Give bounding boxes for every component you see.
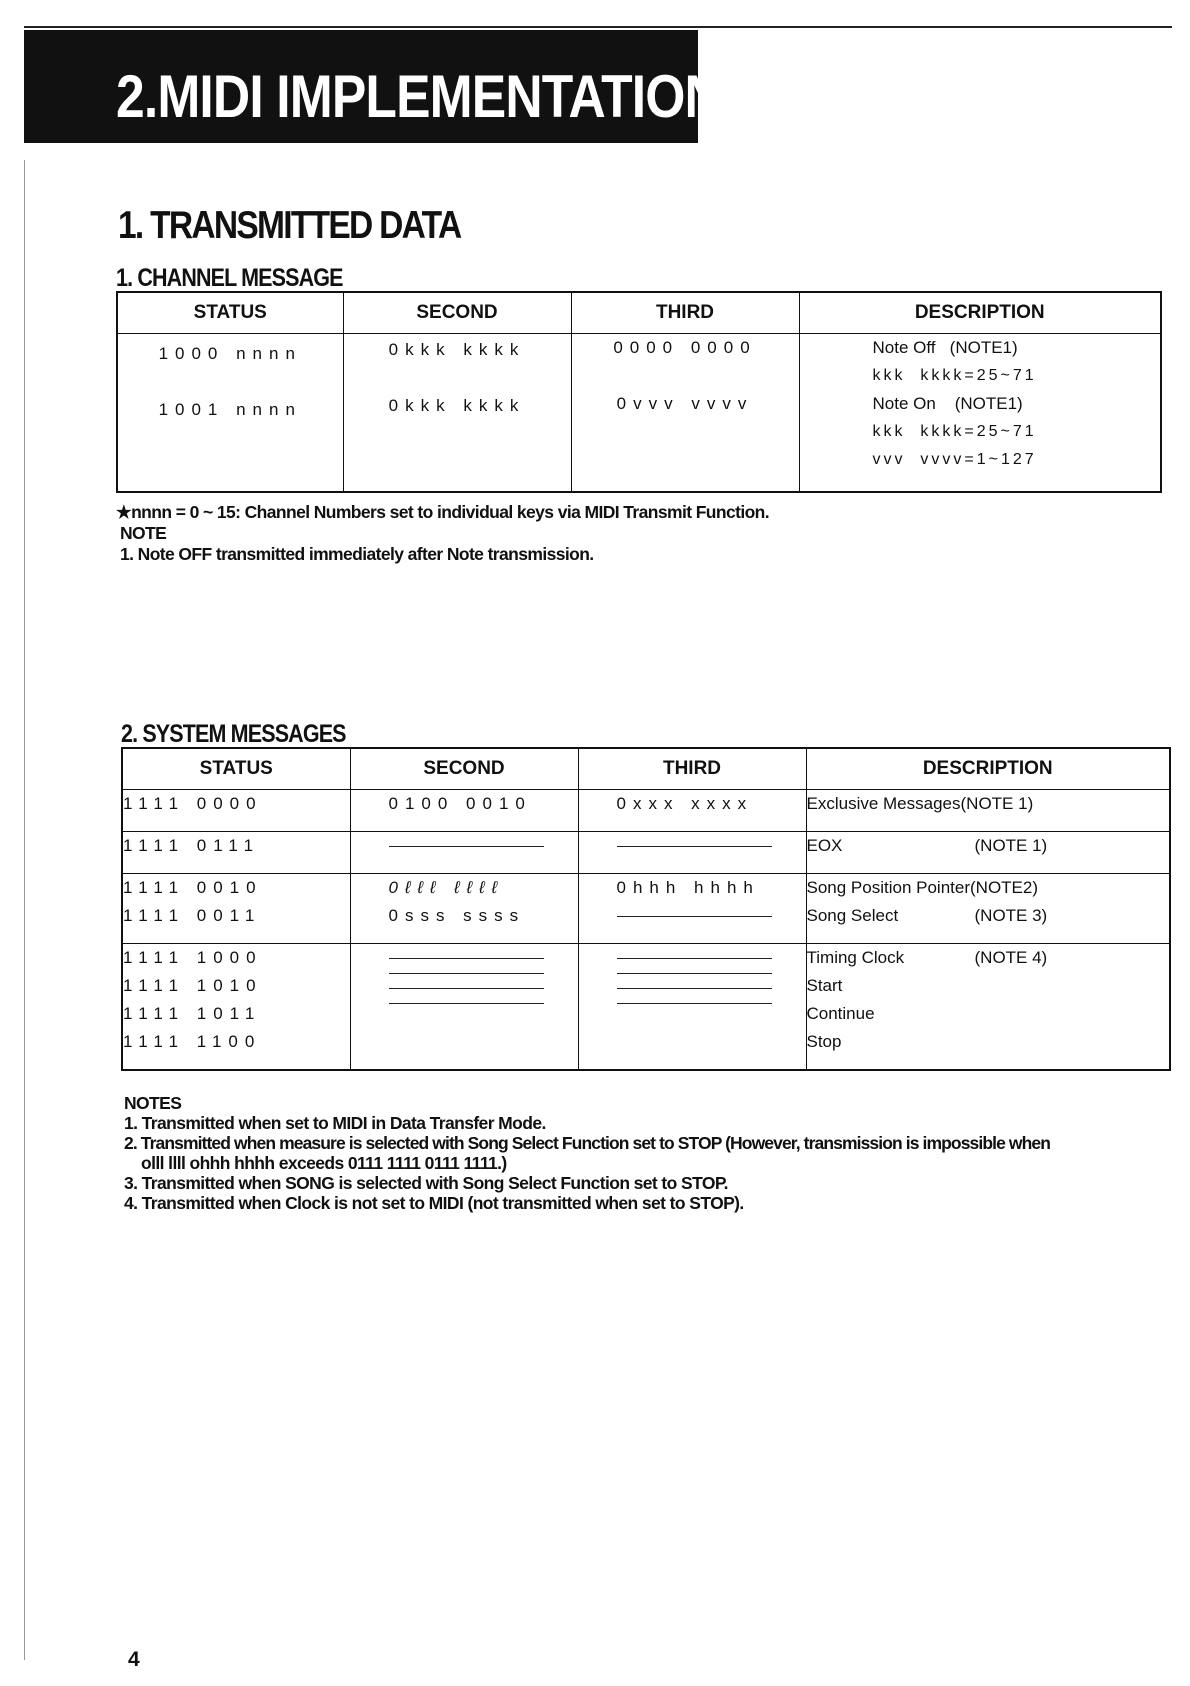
system-third-cell xyxy=(578,874,806,944)
system-description-cell xyxy=(806,874,1170,944)
second-code: 0ℓℓℓ ℓℓℓℓ xyxy=(388,878,505,897)
description-line: vvv vvvv=1~127 xyxy=(872,451,1037,468)
status-code: 1111 1000 xyxy=(123,948,263,967)
description-label: Stop xyxy=(806,1032,842,1051)
header-second: SECOND xyxy=(343,292,571,334)
system-description-cell xyxy=(806,944,1170,1070)
note-item: 1. Note OFF transmitted immediately after Note transmission. xyxy=(120,544,594,564)
note-item: 2. Transmitted when measure is selected with Song Select Function set to STOP (However, transmission is impossible when xyxy=(124,1133,1051,1153)
description-note: (NOTE2) xyxy=(970,878,1038,897)
section-title: 1. TRANSMITTED DATA xyxy=(118,204,461,247)
system-second-cell xyxy=(350,832,578,874)
note-item: olll llll ohhh hhhh exceeds 0111 1111 0111 1111.) xyxy=(124,1153,507,1173)
empty-dash xyxy=(617,988,772,989)
third-code: 0000 0000 xyxy=(613,338,757,357)
empty-dash xyxy=(617,916,772,917)
description-note: (NOTE 1) xyxy=(960,794,1034,813)
description-label: Timing Clock xyxy=(806,948,905,967)
third-code: 0xxx xxxx xyxy=(616,794,754,813)
status-code: 1111 1100 xyxy=(123,1032,262,1051)
description-label: Song Select xyxy=(806,906,899,925)
page-number: 4 xyxy=(128,1648,140,1671)
description-line xyxy=(807,832,1170,860)
system-second-cell xyxy=(350,790,578,832)
system-messages-table xyxy=(121,747,1171,1071)
description-note: (NOTE 3) xyxy=(974,906,1048,925)
system-messages-heading: 2. SYSTEM MESSAGES xyxy=(121,720,346,748)
channel-data-row xyxy=(117,334,1161,492)
channel-description-cell xyxy=(799,334,1161,492)
system-description-cell xyxy=(806,832,1170,874)
system-third-cell xyxy=(578,944,806,1070)
system-description-cell xyxy=(806,790,1170,832)
system-row-realtime xyxy=(122,944,1170,1070)
system-status-cell xyxy=(122,944,350,1070)
top-rule xyxy=(24,26,1172,28)
description-line: kkk kkkk=25~71 xyxy=(872,367,1037,384)
status-code: 1111 0010 xyxy=(123,878,263,897)
note-item: 4. Transmitted when Clock is not set to MIDI (not transmitted when set to STOP). xyxy=(124,1193,744,1213)
empty-dash xyxy=(389,988,544,989)
header-description: DESCRIPTION xyxy=(806,748,1170,790)
note-label: NOTE xyxy=(120,523,167,543)
description-line xyxy=(807,790,1170,818)
empty-dash xyxy=(617,1003,772,1004)
channel-third-cell xyxy=(571,334,799,492)
second-code: 0kkk kkkk xyxy=(388,396,526,415)
channel-header-row xyxy=(117,292,1161,334)
empty-dash xyxy=(617,973,772,974)
empty-dash xyxy=(389,1003,544,1004)
system-row-exclusive xyxy=(122,790,1170,832)
channel-second-cell xyxy=(343,334,571,492)
status-code: 1000 nnnn xyxy=(158,344,302,363)
description-note: (NOTE 4) xyxy=(974,948,1048,967)
second-code: 0sss ssss xyxy=(388,906,526,925)
second-code: 0kkk kkkk xyxy=(388,340,526,359)
description-label: EOX xyxy=(806,836,843,855)
system-status-cell xyxy=(122,832,350,874)
description-note: (NOTE 1) xyxy=(974,836,1048,855)
notes-label: NOTES xyxy=(124,1093,182,1113)
channel-status-cell xyxy=(117,334,343,492)
system-third-cell xyxy=(578,832,806,874)
status-code: 1111 0000 xyxy=(123,794,263,813)
chapter-banner xyxy=(24,30,721,143)
description-label: Exclusive Messages xyxy=(806,794,961,813)
note-item: 3. Transmitted when SONG is selected with Song Select Function set to STOP. xyxy=(124,1173,728,1193)
description-line: kkk kkkk=25~71 xyxy=(872,423,1037,440)
note-item: 1. Transmitted when set to MIDI in Data Transfer Mode. xyxy=(124,1113,546,1133)
system-second-cell xyxy=(350,874,578,944)
system-header-row xyxy=(122,748,1170,790)
empty-dash xyxy=(617,846,772,847)
empty-dash xyxy=(389,973,544,974)
description-line xyxy=(807,1000,1170,1028)
description-label: Start xyxy=(806,976,843,995)
status-code: 1111 0111 xyxy=(123,836,261,855)
description-line xyxy=(807,1028,1170,1056)
binding-margin-line xyxy=(24,160,25,1660)
system-second-cell xyxy=(350,944,578,1070)
description-line xyxy=(807,902,1170,930)
channel-number-note: ★nnnn = 0 ~ 15: Channel Numbers set to individual keys via MIDI Transmit Function. xyxy=(116,502,770,522)
system-status-cell xyxy=(122,874,350,944)
status-code: 1111 1011 xyxy=(123,1004,262,1023)
status-code: 1111 0011 xyxy=(123,906,262,925)
description-label: Continue xyxy=(806,1004,875,1023)
third-code: 0hhh hhhh xyxy=(616,878,760,897)
description-label: Song Position Pointer xyxy=(806,878,970,897)
chapter-title: 2.MIDI IMPLEMENTATION xyxy=(116,63,721,130)
description-line: Note On (NOTE1) xyxy=(872,394,1023,413)
channel-message-table xyxy=(116,291,1162,493)
system-third-cell xyxy=(578,790,806,832)
empty-dash xyxy=(617,958,772,959)
header-third: THIRD xyxy=(578,748,806,790)
description-line xyxy=(807,972,1170,1000)
channel-message-heading: 1. CHANNEL MESSAGE xyxy=(116,264,343,292)
description-line xyxy=(807,944,1170,972)
system-row-eox xyxy=(122,832,1170,874)
empty-dash xyxy=(389,958,544,959)
system-row-song xyxy=(122,874,1170,944)
description-line xyxy=(807,874,1170,902)
header-status: STATUS xyxy=(122,748,350,790)
empty-dash xyxy=(389,846,544,847)
status-code: 1001 nnnn xyxy=(158,400,302,419)
header-description: DESCRIPTION xyxy=(799,292,1161,334)
header-status: STATUS xyxy=(117,292,343,334)
third-code: 0vvv vvvv xyxy=(616,394,754,413)
description-line: Note Off (NOTE1) xyxy=(872,338,1018,357)
status-code: 1111 1010 xyxy=(123,976,263,995)
second-code: 0100 0010 xyxy=(388,794,532,813)
header-third: THIRD xyxy=(571,292,799,334)
header-second: SECOND xyxy=(350,748,578,790)
system-status-cell xyxy=(122,790,350,832)
